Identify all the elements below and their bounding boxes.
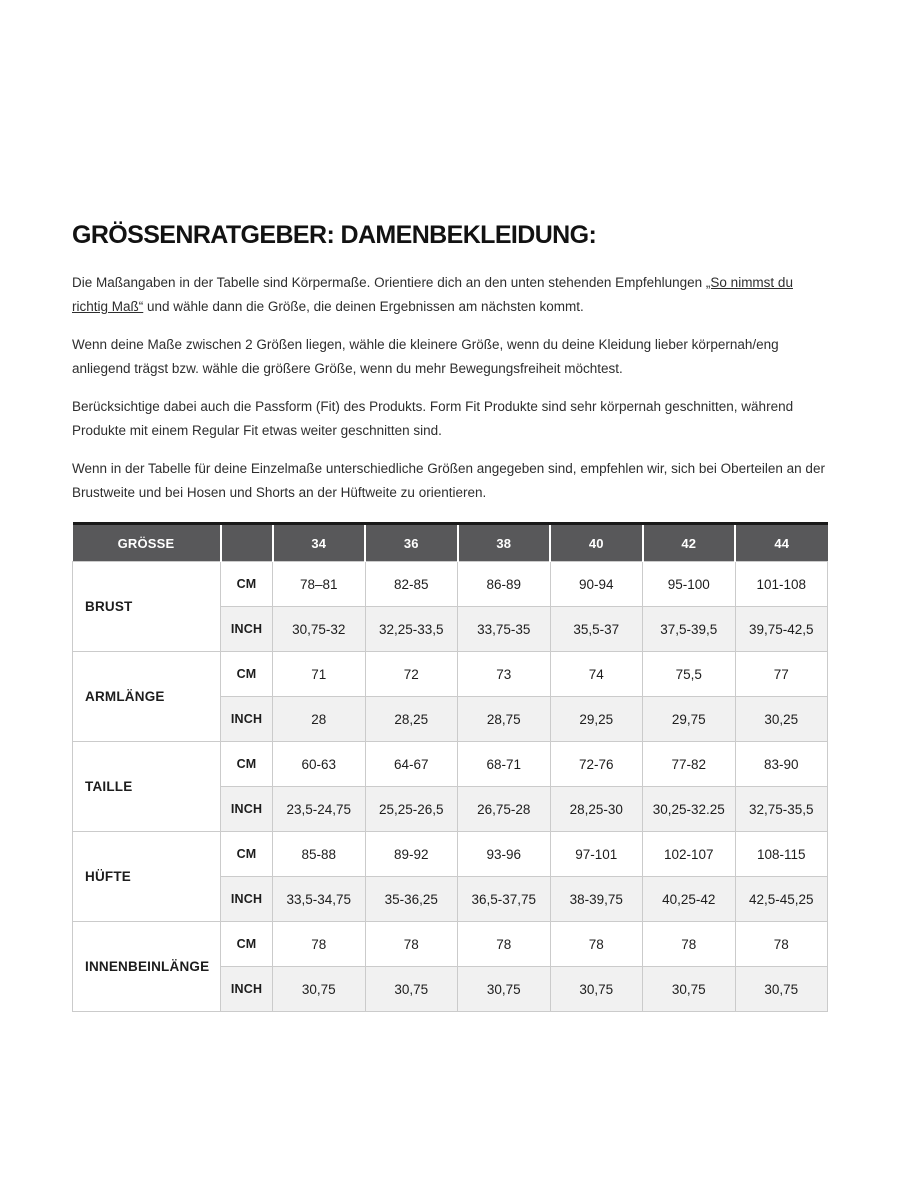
size-table-cell: 97-101 [550, 832, 643, 877]
size-table-corner-label: GRÖSSE [73, 524, 221, 562]
size-table-cell: 30,75 [273, 967, 366, 1012]
size-table-cell: 42,5-45,25 [735, 877, 828, 922]
size-table-cell: 39,75-42,5 [735, 607, 828, 652]
table-row [73, 652, 828, 697]
unit-label-cell-cm: CM [221, 562, 273, 607]
page-title: GRÖSSENRATGEBER: DAMENBEKLEIDUNG: [72, 221, 597, 249]
size-table-cell: 25,25-26,5 [365, 787, 458, 832]
size-table-cell: 29,25 [550, 697, 643, 742]
size-table-cell: 64-67 [365, 742, 458, 787]
unit-label-cell-inch: INCH [221, 607, 273, 652]
size-table-cell: 60-63 [273, 742, 366, 787]
table-row [73, 562, 828, 607]
intro-paragraph-2: Wenn deine Maße zwischen 2 Größen liegen, wähle die kleinere Größe, wenn du deine Kleidung lieber körpernah/eng anliegend trägst bzw. wähle die größere Größe, wenn du mehr Bewegungsfreiheit möchtest. [72, 337, 779, 377]
size-table-cell: 73 [458, 652, 551, 697]
size-column-header-34: 34 [273, 524, 366, 562]
size-guide-content [72, 221, 828, 1012]
size-table-cell: 78–81 [273, 562, 366, 607]
size-table-cell: 33,5-34,75 [273, 877, 366, 922]
size-table-cell: 40,25-42 [643, 877, 736, 922]
row-label: INNENBEINLÄNGE [73, 922, 221, 1012]
size-table-cell: 78 [550, 922, 643, 967]
size-table-cell: 78 [458, 922, 551, 967]
size-table-cell: 29,75 [643, 697, 736, 742]
table-row [73, 742, 828, 787]
size-table-cell: 28,75 [458, 697, 551, 742]
size-table-unit-column-header [221, 524, 273, 562]
unit-label-cell-cm: CM [221, 742, 273, 787]
size-table-cell: 72-76 [550, 742, 643, 787]
size-column-header-42: 42 [643, 524, 736, 562]
size-table-cell: 75,5 [643, 652, 736, 697]
size-table-cell: 38-39,75 [550, 877, 643, 922]
size-table-cell: 32,25-33,5 [365, 607, 458, 652]
size-table-header-row [73, 524, 828, 562]
size-table-cell: 108-115 [735, 832, 828, 877]
size-table-cell: 89-92 [365, 832, 458, 877]
size-table-cell: 35,5-37 [550, 607, 643, 652]
size-table-cell: 78 [735, 922, 828, 967]
size-table-cell: 93-96 [458, 832, 551, 877]
row-label: ARMLÄNGE [73, 652, 221, 742]
size-table-cell: 28,25 [365, 697, 458, 742]
size-table-cell: 37,5-39,5 [643, 607, 736, 652]
size-table-cell: 26,75-28 [458, 787, 551, 832]
size-table-cell: 95-100 [643, 562, 736, 607]
size-table-cell: 30,75 [550, 967, 643, 1012]
size-table-cell: 32,75-35,5 [735, 787, 828, 832]
size-table-cell: 82-85 [365, 562, 458, 607]
table-row [73, 832, 828, 877]
size-column-header-44: 44 [735, 524, 828, 562]
unit-label-cell-inch: INCH [221, 967, 273, 1012]
size-column-header-40: 40 [550, 524, 643, 562]
size-table-cell: 101-108 [735, 562, 828, 607]
size-table-cell: 78 [273, 922, 366, 967]
size-table-cell: 74 [550, 652, 643, 697]
unit-label-cell-inch: INCH [221, 787, 273, 832]
size-table-cell: 68-71 [458, 742, 551, 787]
size-table-cell: 30,75 [643, 967, 736, 1012]
size-table [72, 522, 828, 1012]
size-table-cell: 77-82 [643, 742, 736, 787]
measure-guide-link[interactable]: „So nimmst du richtig Maß“ [72, 275, 793, 315]
size-table-cell: 23,5-24,75 [273, 787, 366, 832]
size-table-cell: 28 [273, 697, 366, 742]
size-table-cell: 28,25-30 [550, 787, 643, 832]
intro-paragraph-4: Wenn in der Tabelle für deine Einzelmaße unterschiedliche Größen angegeben sind, empfehlen wir, sich bei Oberteilen an der Brustweite und bei Hosen und Shorts an der Hüftweite zu orientieren. [72, 461, 825, 501]
size-table-cell: 77 [735, 652, 828, 697]
size-table-cell: 86-89 [458, 562, 551, 607]
row-label: BRUST [73, 562, 221, 652]
unit-label-cell-cm: CM [221, 832, 273, 877]
unit-label-cell-cm: CM [221, 652, 273, 697]
size-table-body [73, 562, 828, 1012]
size-table-cell: 30,25 [735, 697, 828, 742]
intro-paragraph-3: Berücksichtige dabei auch die Passform (Fit) des Produkts. Form Fit Produkte sind sehr körpernah geschnitten, während Produkte mit einem Regular Fit etwas weiter geschnitten sind. [72, 399, 794, 439]
unit-label-cell-inch: INCH [221, 697, 273, 742]
size-table-cell: 72 [365, 652, 458, 697]
size-table-cell: 78 [365, 922, 458, 967]
size-table-cell: 78 [643, 922, 736, 967]
size-column-header-38: 38 [458, 524, 551, 562]
size-table-cell: 33,75-35 [458, 607, 551, 652]
size-table-cell: 36,5-37,75 [458, 877, 551, 922]
intro-paragraph-1-after: und wähle dann die Größe, die deinen Ergebnissen am nächsten kommt. [143, 299, 584, 315]
size-table-cell: 102-107 [643, 832, 736, 877]
size-table-cell: 83-90 [735, 742, 828, 787]
row-label: TAILLE [73, 742, 221, 832]
size-column-header-36: 36 [365, 524, 458, 562]
intro-paragraph-1 [72, 271, 828, 319]
row-label: HÜFTE [73, 832, 221, 922]
size-table-cell: 30,75 [458, 967, 551, 1012]
unit-label-cell-cm: CM [221, 922, 273, 967]
size-table-cell: 90-94 [550, 562, 643, 607]
size-table-cell: 30,75 [735, 967, 828, 1012]
intro-paragraph-1-before: Die Maßangaben in der Tabelle sind Körpermaße. Orientiere dich an den unten stehenden Empfehlungen [72, 275, 706, 290]
size-table-cell: 71 [273, 652, 366, 697]
size-table-cell: 30,75 [365, 967, 458, 1012]
unit-label-cell-inch: INCH [221, 877, 273, 922]
size-table-cell: 35-36,25 [365, 877, 458, 922]
size-table-cell: 30,75-32 [273, 607, 366, 652]
table-row [73, 922, 828, 967]
size-table-cell: 30,25-32.25 [643, 787, 736, 832]
size-table-cell: 85-88 [273, 832, 366, 877]
